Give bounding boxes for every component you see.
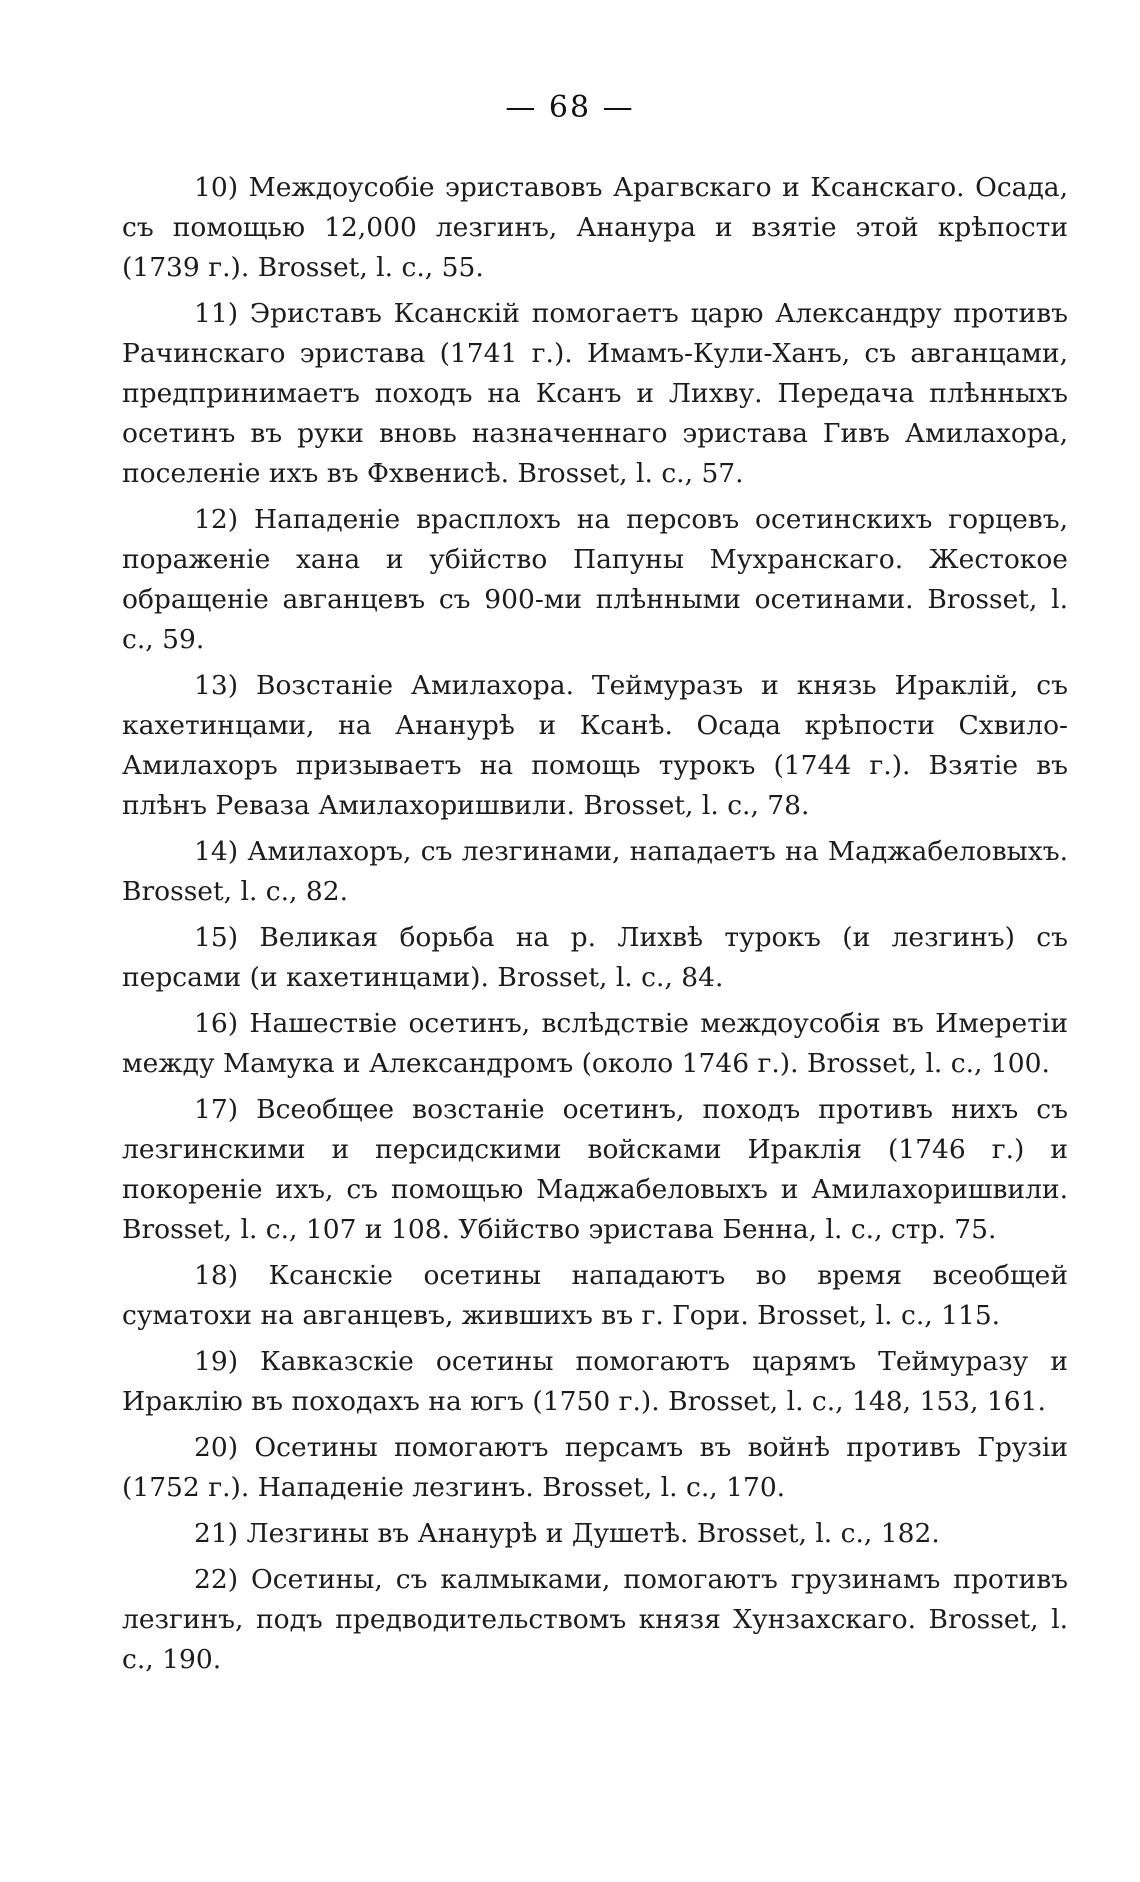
entry-22: 22) Осетины, съ калмыками, помогаютъ грузинамъ противъ лезгинъ, подъ предводительствомъ князя Хунзахскаго. Brosset, l. c., 190. (122, 1564, 1068, 1675)
entry-14: 14) Амилахоръ, съ лезгинами, нападаетъ на Маджабеловыхъ. Brosset, l. c., 82. (122, 836, 1068, 907)
page-number: — 68 — (505, 90, 635, 125)
entry-18: 18) Ксанскіе осетины нападаютъ во время всеобщей суматохи на авганцевъ, жившихъ въ г. Гори. Brosset, l. c., 115. (122, 1260, 1068, 1331)
entry-15: 15) Великая борьба на р. Лихвѣ турокъ (и лезгинъ) съ персами (и кахетинцами). Brosset, l. c., 84. (122, 922, 1068, 993)
entry-11: 11) Эриставъ Ксанскій помогаетъ царю Александру противъ Рачинскаго эристава (1741 г.). Имамъ-Кули-Ханъ, съ авганцами, предпринимаетъ походъ на Ксанъ и Лихву. Передача плѣнныхъ осетинъ въ руки вновь назначеннаго эристава Гивъ Амилахора, поселеніе ихъ въ Фхвенисѣ. Brosset, l. c., 57. (122, 298, 1068, 489)
entry-16: 16) Нашествіе осетинъ, вслѣдствіе междоусобія въ Имеретіи между Мамука и Александромъ (около 1746 г.). Brosset, l. c., 100. (122, 1008, 1068, 1079)
entry-21: 21) Лезгины въ Ананурѣ и Душетѣ. Brosset, l. c., 182. (194, 1518, 940, 1549)
entry-20: 20) Осетины помогаютъ персамъ въ войнѣ противъ Грузіи (1752 г.). Нападеніе лезгинъ. Brosset, l. c., 170. (122, 1432, 1068, 1503)
entry-19: 19) Кавказскіе осетины помогаютъ царямъ Теймуразу и Ираклію въ походахъ на югъ (1750 г.). Brosset, l. c., 148, 153, 161. (122, 1346, 1068, 1417)
entry-10: 10) Междоусобіе эриставовъ Арагвскаго и Ксанскаго. Осада, съ помощью 12,000 лезгинъ, Ананура и взятіе этой крѣпости (1739 г.). Brosset, l. c., 55. (122, 172, 1068, 283)
entry-13: 13) Возстаніе Амилахора. Теймуразъ и князь Ираклій, съ кахетинцами, на Ананурѣ и Ксанѣ. Осада крѣпости Схвило-Амилахоръ призываетъ на помощь турокъ (1744 г.). Взятіе въ плѣнъ Реваза Амилахоришвили. Brosset, l. c., 78. (122, 670, 1068, 821)
chronicle-entries (122, 168, 1068, 1686)
entry-12: 12) Нападеніе врасплохъ на персовъ осетинскихъ горцевъ, пораженіе хана и убійство Папуны Мухранскаго. Жестокое обращеніе авганцевъ съ 900-ми плѣнными осетинами. Brosset, l. c., 59. (122, 504, 1068, 655)
entry-17: 17) Всеобщее возстаніе осетинъ, походъ противъ нихъ съ лезгинскими и персидскими войсками Ираклія (1746 г.) и покореніе ихъ, съ помощью Маджабеловыхъ и Амилахоришвили. Brosset, l. c., 107 и 108. Убійство эристава Бенна, l. c., стр. 75. (122, 1094, 1068, 1245)
